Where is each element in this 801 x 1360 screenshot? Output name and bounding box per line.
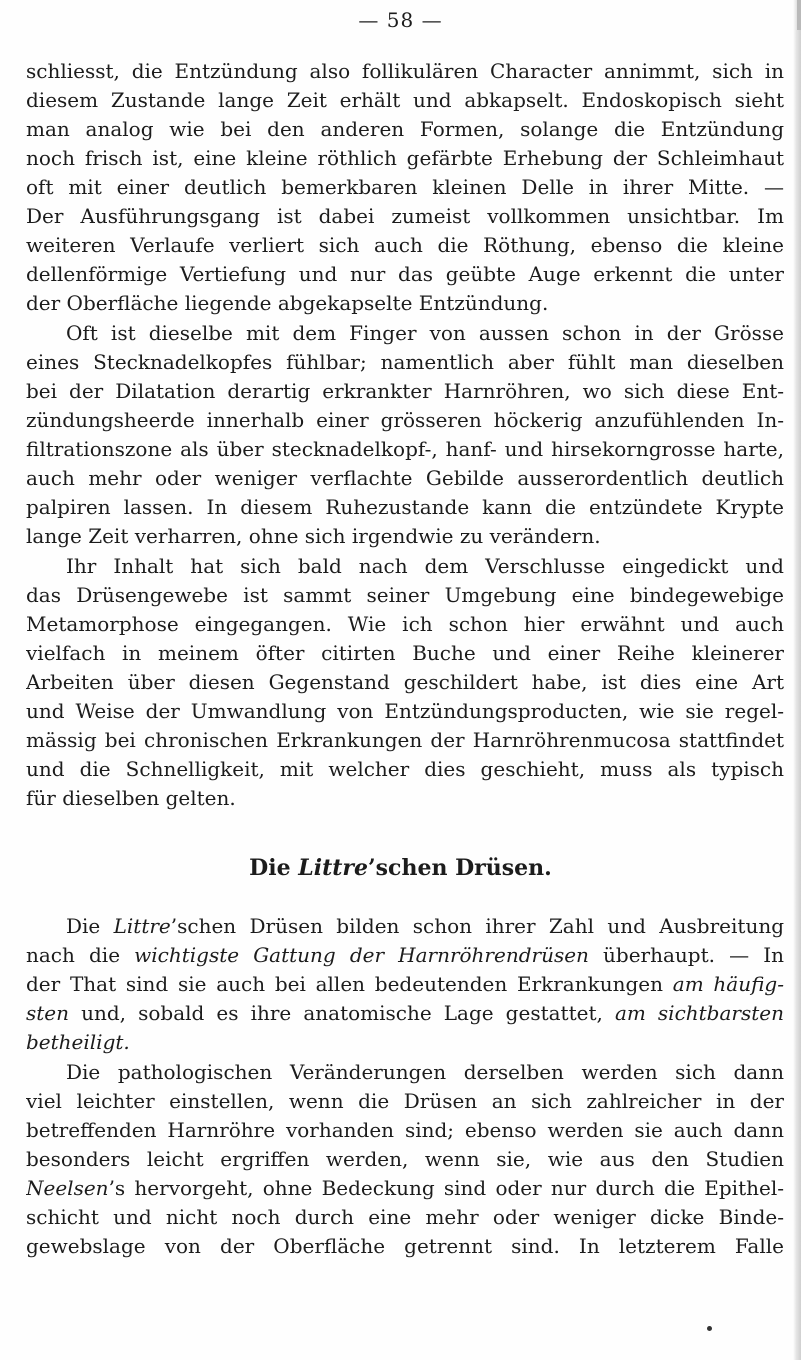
text-line — [26, 1174, 784, 1203]
emphasis: am sichtbarsten — [614, 1001, 784, 1025]
text-line: Ihr Inhalt hat sich bald nach dem Verschlusse eingedickt und — [66, 554, 784, 578]
text-line: filtrationszone als über stecknadelkopf-, hanf- und hirsekorngrosse harte, — [26, 437, 784, 461]
page-number: — 58 — — [358, 8, 443, 32]
heading-prefix: Die — [249, 855, 299, 881]
text-line: noch frisch ist, eine kleine röthlich gefärbte Erhebung der Schleimhaut — [26, 146, 784, 170]
text-line: schliesst, die Entzündung also follikulären Character annimmt, sich in — [26, 59, 784, 83]
text-line: und Weise der Umwandlung von Entzündungsproducten, wie sie regel- — [26, 699, 784, 723]
text-line: man analog wie bei den anderen Formen, solange die Entzündung — [26, 117, 784, 141]
text-line: mässig bei chronischen Erkrankungen der Harnröhrenmucosa stattfindet — [26, 728, 784, 752]
emphasis: wichtigste Gattung der Harnröhrendrüsen — [134, 943, 589, 967]
text-run: ’s hervorgeht, ohne Bedeckung sind oder nur durch die Epithel- — [108, 1176, 784, 1200]
text-line: und die Schnelligkeit, mit welcher dies geschieht, muss als typisch — [26, 757, 784, 781]
text-run: überhaupt. — In — [588, 943, 784, 967]
text-line: Metamorphose eingegangen. Wie ich schon hier erwähnt und auch — [26, 612, 784, 636]
heading-suffix: ’schen Drüsen. — [368, 855, 552, 881]
text-line: das Drüsengewebe ist sammt seiner Umgebung eine bindegewebige — [26, 583, 784, 607]
section-heading — [0, 855, 801, 881]
text-line: diesem Zustande lange Zeit erhält und abkapselt. Endoskopisch sieht — [26, 88, 784, 112]
heading-name: Littre — [298, 855, 369, 881]
text-line: lange Zeit verharren, ohne sich irgendwie zu verändern. — [26, 524, 601, 548]
emphasis: am häufig- — [672, 972, 784, 996]
author-name: Neelsen — [26, 1176, 109, 1200]
text-line: weiteren Verlaufe verliert sich auch die Röthung, ebenso die kleine — [26, 233, 784, 257]
text-run: nach die — [26, 943, 135, 967]
text-line: dellenförmige Vertiefung und nur das geübte Auge erkennt die unter — [26, 262, 784, 286]
text-line: für dieselben gelten. — [26, 786, 236, 810]
text-line: viel leichter einstellen, wenn die Drüsen an sich zahlreicher in der — [26, 1089, 784, 1113]
text-line: vielfach in meinem öfter citirten Buche und einer Reihe kleinerer — [26, 641, 784, 665]
text-run: Die — [66, 914, 114, 938]
text-line — [26, 1028, 784, 1057]
text-line: Arbeiten über diesen Gegenstand geschildert habe, ist dies eine Art — [26, 670, 784, 694]
text-line: der Oberfläche liegende abgekapselte Entzündung. — [26, 291, 549, 315]
text-line: zündungsheerde innerhalb einer grösseren höckerig anzufühlenden In- — [26, 408, 784, 432]
emphasis: betheiligt. — [26, 1030, 130, 1054]
text-line: gewebslage von der Oberfläche getrennt sind. In letzterem Falle — [26, 1234, 784, 1258]
page-edge-shadow — [793, 0, 801, 1360]
text-line: oft mit einer deutlich bemerkbaren kleinen Delle in ihrer Mitte. — — [26, 175, 784, 199]
text-line: betreffenden Harnröhre vorhanden sind; ebenso werden sie auch dann — [26, 1118, 784, 1142]
text-line — [26, 941, 784, 970]
text-line: eines Stecknadelkopfes fühlbar; namentlich aber fühlt man dieselben — [26, 350, 784, 374]
text-line: Die pathologischen Veränderungen derselben werden sich dann — [66, 1060, 784, 1084]
text-line — [26, 970, 784, 999]
text-line: bei der Dilatation derartig erkrankter Harnröhren, wo sich diese Ent- — [26, 379, 784, 403]
emphasis: sten — [26, 1001, 70, 1025]
text-run: und, sobald es ihre anatomische Lage gestattet, — [69, 1001, 615, 1025]
text-line: palpiren lassen. In diesem Ruhezustande kann die entzündete Krypte — [26, 495, 784, 519]
text-line — [26, 999, 784, 1028]
page-edge-mark — [797, 0, 801, 30]
text-run: ’schen Drüsen bilden schon ihrer Zahl und Ausbreitung — [170, 914, 784, 938]
text-line: besonders leicht ergriffen werden, wenn sie, wie aus den Studien — [26, 1147, 784, 1171]
text-line: Der Ausführungsgang ist dabei zumeist vollkommen unsichtbar. Im — [26, 204, 784, 228]
text-run: der That sind sie auch bei allen bedeutenden Erkrankungen — [26, 972, 673, 996]
text-line: auch mehr oder weniger verflachte Gebilde ausserordentlich deutlich — [26, 466, 784, 490]
author-name: Littre — [113, 914, 171, 938]
text-line: schicht und nicht noch durch eine mehr oder weniger dicke Binde- — [26, 1205, 784, 1229]
text-line — [66, 912, 784, 941]
ink-speck — [707, 1326, 712, 1331]
text-line: Oft ist dieselbe mit dem Finger von aussen schon in der Grösse — [66, 321, 784, 345]
